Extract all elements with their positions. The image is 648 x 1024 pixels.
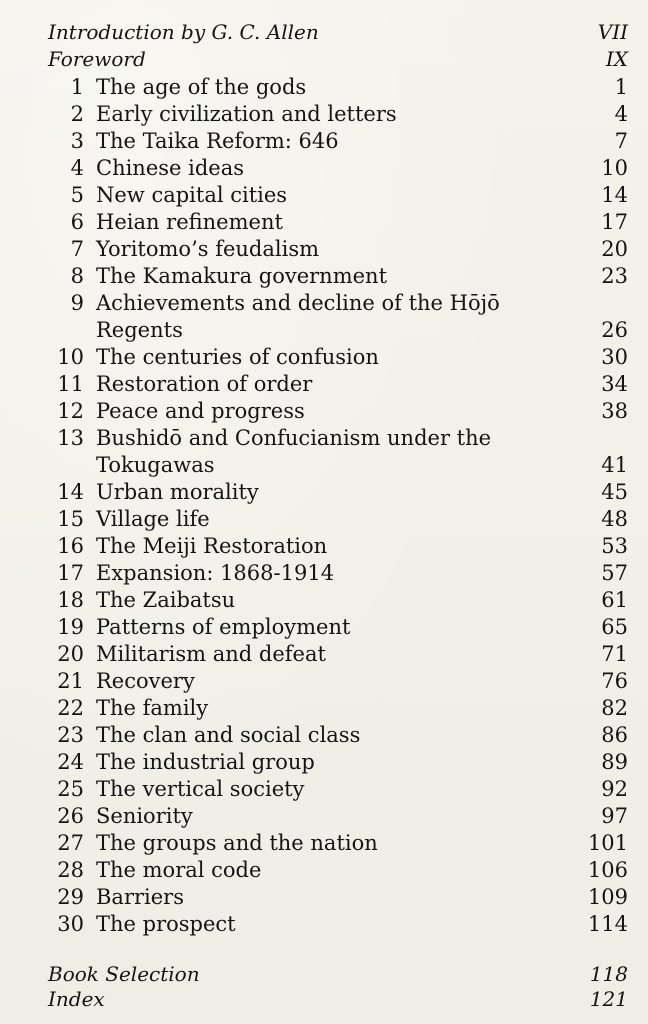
chapter-page-number: 41 — [601, 453, 628, 477]
chapter-entry-13-line-1 — [48, 425, 628, 452]
chapter-number: 27 — [57, 831, 84, 855]
chapter-number: 6 — [70, 210, 84, 234]
chapter-title-line-1: Achievements and decline of the Hōjō — [96, 291, 500, 315]
chapter-number: 12 — [57, 399, 84, 423]
chapter-number: 5 — [70, 183, 84, 207]
chapter-title: Seniority — [96, 804, 193, 828]
chapter-title: Barriers — [96, 885, 184, 909]
chapter-title: Chinese ideas — [96, 156, 245, 180]
chapter-page-number: 89 — [601, 750, 628, 774]
chapter-title: The centuries of confusion — [96, 345, 379, 369]
chapter-page-number: 92 — [601, 777, 628, 801]
chapter-page-number: 4 — [614, 102, 628, 126]
chapter-title: Yoritomo’s feudalism — [96, 237, 320, 261]
chapter-title: Heian refinement — [96, 210, 283, 234]
front-matter-label: Foreword — [48, 47, 146, 71]
front-matter-foreword — [48, 47, 628, 74]
chapter-entry-2 — [48, 101, 628, 128]
chapter-number: 30 — [57, 912, 84, 936]
chapter-number: 11 — [57, 372, 84, 396]
chapter-title: The Kamakura government — [96, 264, 388, 288]
table-of-contents — [48, 20, 628, 1012]
chapter-entry-17 — [48, 560, 628, 587]
front-matter-introduction — [48, 20, 628, 47]
chapter-page-number: 38 — [601, 399, 628, 423]
chapter-entry-12 — [48, 398, 628, 425]
chapter-title: Expansion: 1868-1914 — [96, 561, 335, 585]
chapter-title-line-1: Bushidō and Confucianism under the — [96, 426, 492, 450]
chapter-page-number: 10 — [601, 156, 628, 180]
chapter-page-number: 45 — [601, 480, 628, 504]
chapter-number: 9 — [70, 291, 84, 315]
chapter-title: The age of the gods — [96, 75, 307, 99]
chapter-title: Village life — [96, 507, 210, 531]
chapter-entry-22 — [48, 695, 628, 722]
chapter-title: The vertical society — [96, 777, 305, 801]
chapter-page-number: 20 — [601, 237, 628, 261]
chapter-entry-4 — [48, 155, 628, 182]
chapter-entry-16 — [48, 533, 628, 560]
chapter-page-number: 14 — [601, 183, 628, 207]
chapter-page-number: 76 — [601, 669, 628, 693]
chapter-entry-9-line-2 — [48, 317, 628, 344]
chapter-entry-20 — [48, 641, 628, 668]
chapter-page-number: 65 — [601, 615, 628, 639]
chapter-entry-21 — [48, 668, 628, 695]
chapter-page-number: 71 — [601, 642, 628, 666]
chapter-page-number: 48 — [601, 507, 628, 531]
chapter-page-number: 86 — [601, 723, 628, 747]
back-matter-page-number: 118 — [589, 962, 628, 986]
chapter-title: The family — [96, 696, 209, 720]
chapter-entry-28 — [48, 857, 628, 884]
chapter-entry-30 — [48, 911, 628, 938]
chapter-number: 15 — [57, 507, 84, 531]
chapter-entry-1 — [48, 74, 628, 101]
chapter-number: 25 — [57, 777, 84, 801]
chapter-page-number: 114 — [587, 912, 628, 936]
chapter-entry-7 — [48, 236, 628, 263]
chapter-page-number: 101 — [587, 831, 628, 855]
chapter-entry-24 — [48, 749, 628, 776]
chapter-entry-6 — [48, 209, 628, 236]
chapter-number: 3 — [70, 129, 84, 153]
chapter-entry-23 — [48, 722, 628, 749]
chapter-number: 21 — [57, 669, 84, 693]
chapter-page-number: 1 — [614, 75, 628, 99]
chapter-page-number: 109 — [587, 885, 628, 909]
chapter-entry-18 — [48, 587, 628, 614]
chapter-title: Militarism and defeat — [96, 642, 326, 666]
chapter-title: The Taika Reform: 646 — [96, 129, 339, 153]
chapter-number: 1 — [70, 75, 84, 99]
chapter-page-number: 82 — [601, 696, 628, 720]
back-matter-page-number: 121 — [589, 987, 628, 1011]
chapter-page-number: 23 — [601, 264, 628, 288]
chapter-page-number: 34 — [601, 372, 628, 396]
chapter-page-number: 57 — [601, 561, 628, 585]
chapter-title: The groups and the nation — [96, 831, 378, 855]
chapter-page-number: 53 — [601, 534, 628, 558]
chapter-title: Early civilization and letters — [96, 102, 397, 126]
chapter-entry-9-line-1 — [48, 290, 628, 317]
chapter-number: 4 — [70, 156, 84, 180]
chapter-number: 7 — [70, 237, 84, 261]
section-gap — [48, 938, 628, 962]
chapter-number: 17 — [57, 561, 84, 585]
chapter-title: The industrial group — [96, 750, 315, 774]
chapter-title: The Meiji Restoration — [96, 534, 328, 558]
chapter-entry-15 — [48, 506, 628, 533]
chapter-entry-13-line-2 — [48, 452, 628, 479]
chapter-entry-19 — [48, 614, 628, 641]
chapter-number: 19 — [57, 615, 84, 639]
front-matter-page-number: IX — [605, 47, 628, 71]
chapter-page-number: 61 — [601, 588, 628, 612]
chapter-title: Patterns of employment — [96, 615, 351, 639]
chapter-entry-27 — [48, 830, 628, 857]
chapter-number: 22 — [57, 696, 84, 720]
chapter-number: 2 — [70, 102, 84, 126]
front-matter-page-number: VII — [597, 20, 628, 44]
chapter-page-number: 26 — [601, 318, 628, 342]
chapter-entry-5 — [48, 182, 628, 209]
chapter-title-line-2: Tokugawas — [96, 453, 215, 477]
chapter-title: Restoration of order — [96, 372, 313, 396]
chapter-number: 10 — [57, 345, 84, 369]
chapter-page-number: 106 — [587, 858, 628, 882]
chapter-entry-14 — [48, 479, 628, 506]
chapter-entry-29 — [48, 884, 628, 911]
back-matter-label: Book Selection — [48, 962, 200, 986]
chapter-title: Recovery — [96, 669, 195, 693]
chapter-page-number: 17 — [601, 210, 628, 234]
chapter-title: Urban morality — [96, 480, 259, 504]
chapter-title: New capital cities — [96, 183, 288, 207]
chapter-number: 24 — [57, 750, 84, 774]
chapter-entry-3 — [48, 128, 628, 155]
chapter-title-line-2: Regents — [96, 318, 183, 342]
chapter-title: The Zaibatsu — [96, 588, 236, 612]
chapter-title: The moral code — [96, 858, 262, 882]
chapter-entry-10 — [48, 344, 628, 371]
chapter-page-number: 97 — [601, 804, 628, 828]
chapter-entry-26 — [48, 803, 628, 830]
chapter-number: 23 — [57, 723, 84, 747]
chapter-number: 16 — [57, 534, 84, 558]
chapter-entry-25 — [48, 776, 628, 803]
chapter-number: 18 — [57, 588, 84, 612]
chapter-number: 13 — [57, 426, 84, 450]
chapter-page-number: 7 — [614, 129, 628, 153]
front-matter-label: Introduction by G. C. Allen — [48, 20, 319, 44]
chapter-number: 20 — [57, 642, 84, 666]
chapter-title: The prospect — [96, 912, 236, 936]
chapter-entry-8 — [48, 263, 628, 290]
chapter-number: 28 — [57, 858, 84, 882]
chapter-number: 8 — [70, 264, 84, 288]
chapter-entry-11 — [48, 371, 628, 398]
chapter-number: 26 — [57, 804, 84, 828]
chapter-number: 14 — [57, 480, 84, 504]
chapter-title: The clan and social class — [96, 723, 361, 747]
chapter-page-number: 30 — [601, 345, 628, 369]
back-matter-book-selection — [48, 962, 628, 987]
back-matter-label: Index — [48, 987, 105, 1011]
chapter-number: 29 — [57, 885, 84, 909]
chapter-title: Peace and progress — [96, 399, 305, 423]
back-matter-index — [48, 987, 628, 1012]
